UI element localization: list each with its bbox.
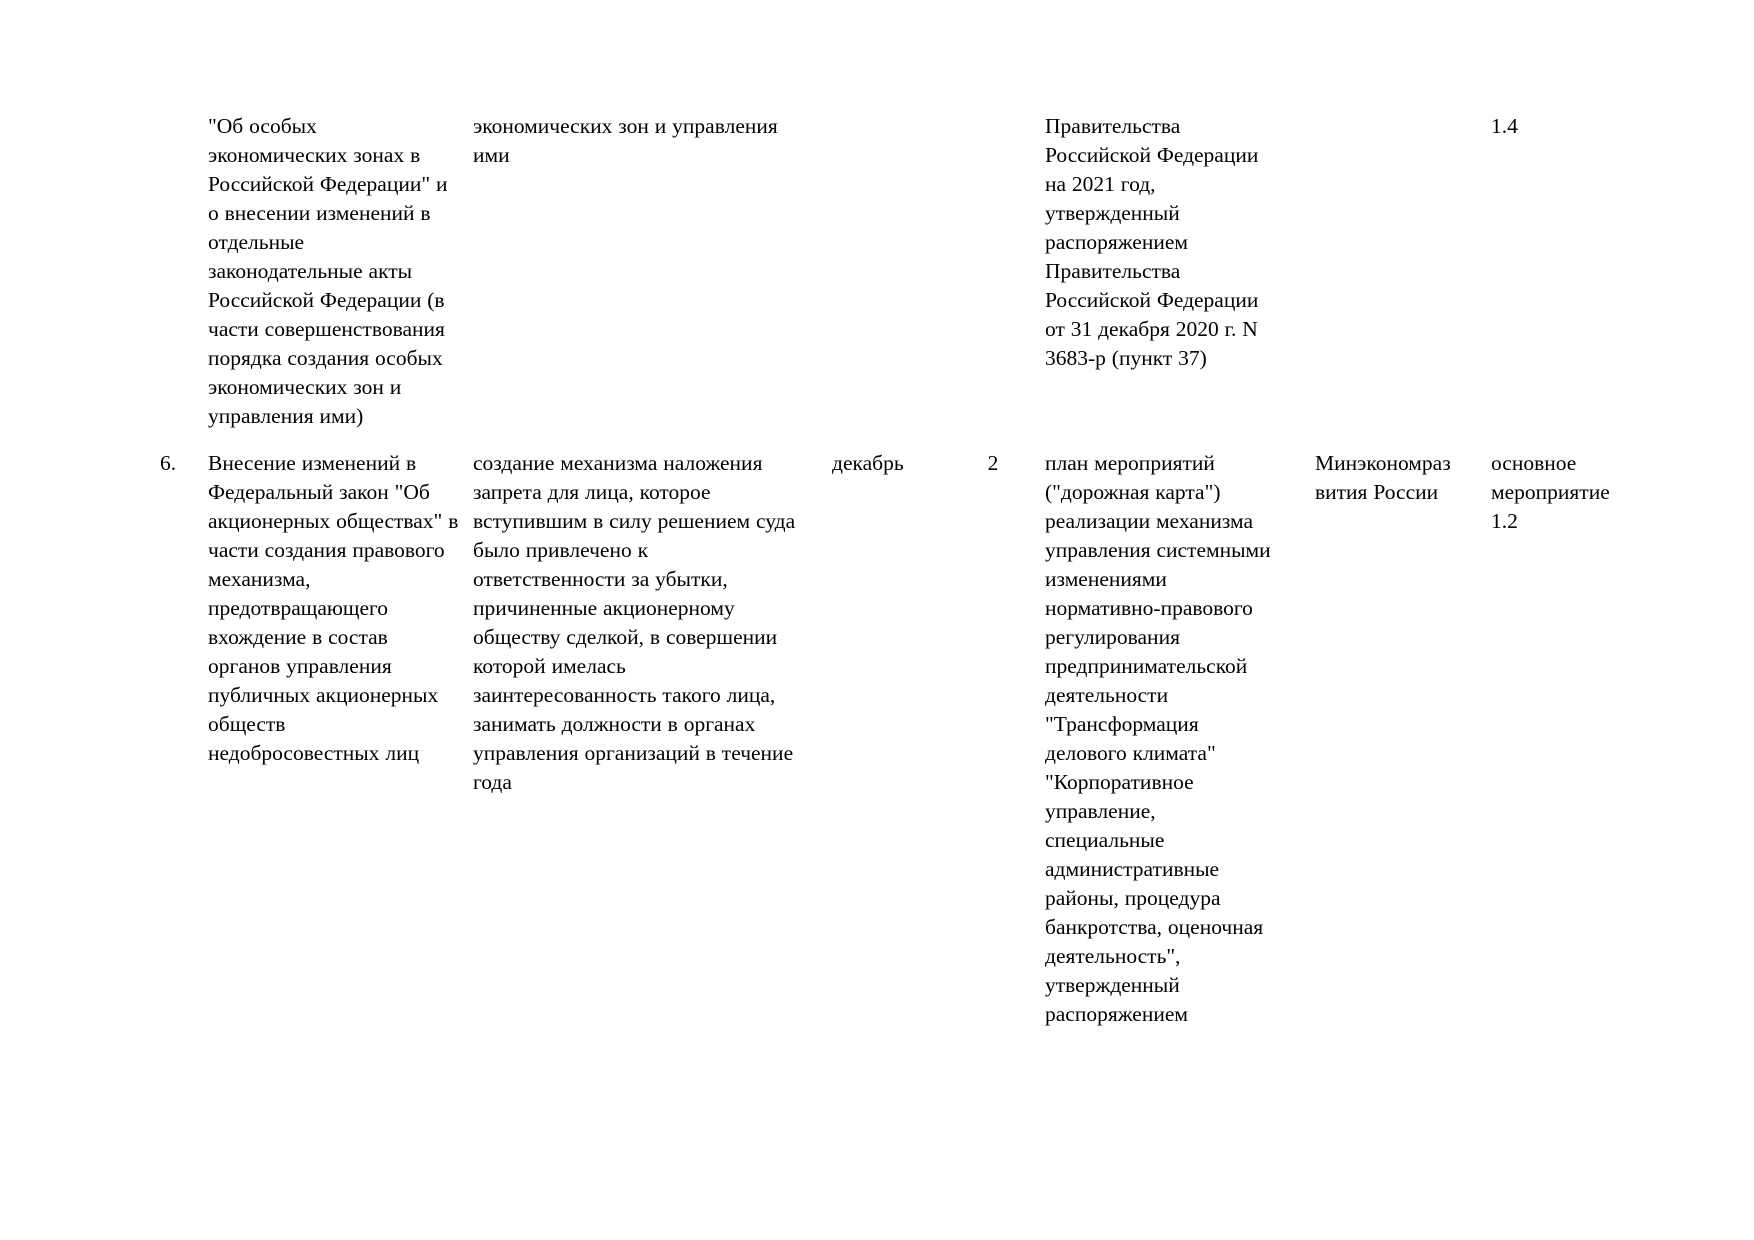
cell-row-number [160,112,208,449]
cell-program-item: 1.4 [1491,114,1518,138]
cell-responsible-executor: Минэкономразвития России [1315,451,1451,504]
cell-submission-month [818,112,963,449]
cell-program-item: основное мероприятие 1.2 [1491,451,1610,533]
cell-count: 2 [987,451,999,475]
cell-bill-name: "Об особых экономических зонах в Российской Федерации" и о внесении изменений в отдельные законодательные акты Российской Федерации (в части совершенствования порядка создания особых экономических зон и управления ими) [208,114,448,428]
cell-bill-provisions: экономических зон и управления ими [473,114,778,167]
cell-basis-document: план мероприятий ("дорожная карта") реализации механизма управления системными изменениями нормативно-правового регулирования предпринимательской деятельности "Трансформация делового климата" "Корпоративное управление, специальные административные районы, процедура банкротства, оценочная деятельность", утвержденный распоряжением [1045,451,1271,1026]
legislation-plan-table [160,112,1635,1029]
cell-basis-document: Правительства Российской Федерации на 2021 год, утвержденный распоряжением Правительства Российской Федерации от 31 декабря 2020 г. N 3683-р (пункт 37) [1045,114,1259,370]
cell-row-number: 6. [160,451,177,475]
cell-count [963,112,1023,449]
cell-bill-name: Внесение изменений в Федеральный закон "Об акционерных обществах" в части создания правового механизма, предотвращающего вхождение в состав органов управления публичных акционерных обществ недобросовестных лиц [208,451,459,765]
table-row [160,449,1635,1029]
table-row [160,112,1635,449]
cell-responsible-executor [1293,112,1465,449]
cell-submission-month: декабрь [832,451,904,475]
cell-bill-provisions: создание механизма наложения запрета для лица, которое вступившим в силу решением суда было привлечено к ответственности за убытки, причиненные акционерному обществу сделкой, в совершении которой имелась заинтересованность такого лица, занимать должности в органах управления организаций в течение года [473,451,796,794]
